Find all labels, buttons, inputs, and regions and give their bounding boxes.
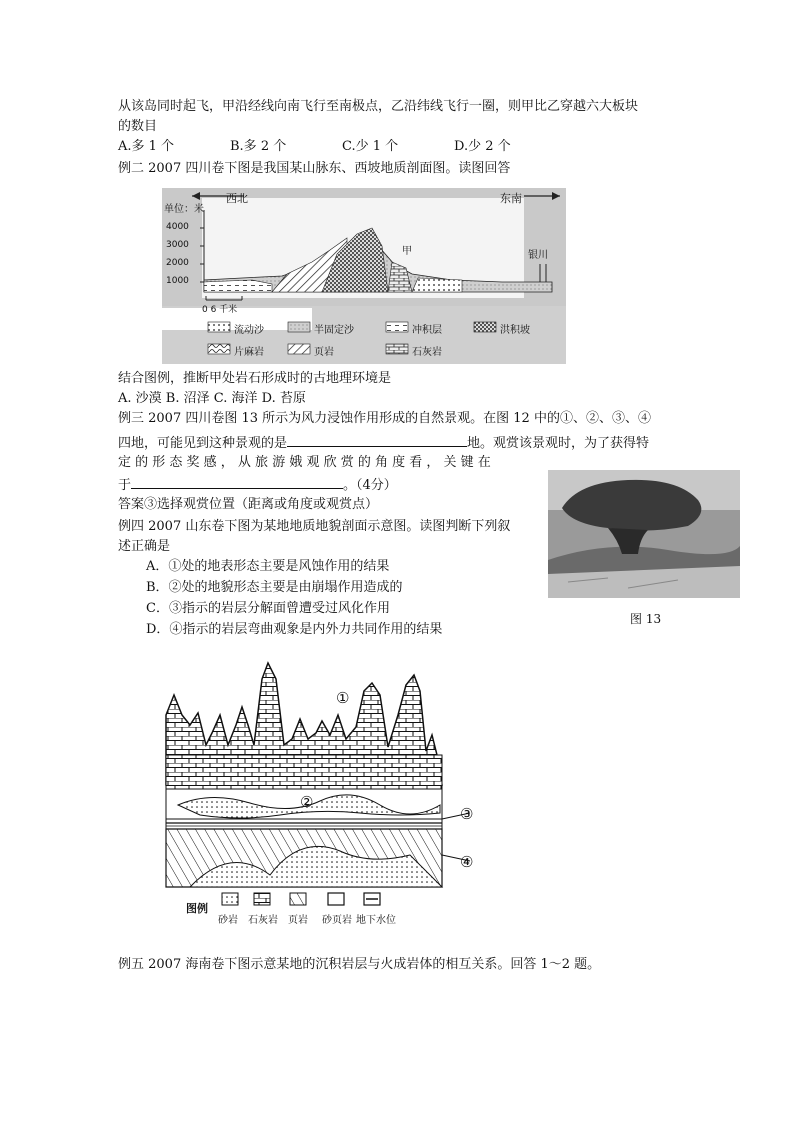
- legend-swatch-dots: [208, 322, 230, 332]
- legend-sandstone: 砂岩: [218, 915, 238, 926]
- q1-option-d: D.少 2 个: [454, 139, 511, 154]
- legend-swatch-sandstone: [222, 893, 238, 905]
- ex3-line4-text-b: 。（4分）: [343, 478, 397, 493]
- dir-left-label: 西北: [226, 192, 248, 205]
- legend-swatch-wave: [208, 344, 230, 354]
- marker-2: ②: [300, 793, 314, 811]
- legend-label-3: 洪积坡: [500, 325, 530, 336]
- legend-swatch-checker: [474, 322, 496, 332]
- marker-3: ③: [460, 805, 474, 823]
- ex3-line4-text-a: 于: [118, 478, 132, 493]
- ex3-blank-1[interactable]: [287, 432, 467, 447]
- legend-label-0: 流动沙: [234, 325, 264, 336]
- legend-label-4: 片麻岩: [234, 347, 264, 358]
- ex3-line2-text-b: 地。观赏该景观时，为了获得特: [467, 436, 650, 451]
- legend-swatch-sandy-shale: [328, 893, 344, 905]
- q1-option-a: A.多 1 个: [118, 139, 175, 154]
- y-tick-2000: 2000: [166, 258, 189, 268]
- q1-stem-line1: 从该岛同时起飞，甲沿经线向南飞行至南极点，乙沿纬线飞行一圈，则甲比乙穿越六大板块: [118, 99, 639, 114]
- legend-swatch-hatch: [288, 344, 310, 354]
- ex4-line1: 例四 2007 山东卷下图为某地地质地貌剖面示意图。读图判断下列叙: [118, 519, 511, 534]
- legend-water-table: 地下水位: [356, 915, 396, 926]
- dir-right-label: 东南: [500, 192, 522, 205]
- unit-label: 单位：米: [164, 204, 204, 215]
- q1-option-c: C.少 1 个: [342, 139, 399, 154]
- marker-4: ④: [460, 853, 474, 871]
- legend-label-2: 冲积层: [412, 325, 442, 336]
- ex4-option-c: C．③指示的岩层分解面曾遭受过风化作用: [146, 601, 390, 616]
- ex3-line1: 例三 2007 四川卷图 13 所示为风力浸蚀作用形成的自然景观。在图 12 中的①、②、③、④: [118, 411, 651, 426]
- legend-swatch-light-dots: [288, 322, 310, 332]
- ex4-option-d: D．④指示的岩层弯曲观象是内外力共同作用的结果: [146, 622, 443, 637]
- ex5-line: 例五 2007 海南卷下图示意某地的沉积岩层与火成岩体的相互关系。回答 1～2 题。: [118, 957, 601, 972]
- q1-option-b: B.多 2 个: [230, 139, 287, 154]
- legend-swatch-brick: [386, 344, 408, 354]
- y-tick-4000: 4000: [166, 222, 189, 232]
- ex4-option-b: B．②处的地貌形态主要是由崩塌作用造成的: [146, 580, 403, 595]
- y-tick-1000: 1000: [166, 276, 189, 286]
- legend-title: 图例: [186, 902, 208, 915]
- ex4-option-a: A．①处的地表形态主要是风蚀作用的结果: [146, 559, 390, 574]
- ex3-line2: [118, 432, 649, 453]
- geologic-profile-figure: [162, 188, 566, 364]
- photo-caption: 图 13: [630, 612, 662, 626]
- q1-stem-line2: 的数目: [118, 119, 158, 134]
- y-tick-3000: 3000: [166, 240, 189, 250]
- ex3-answer: 答案③选择观赏位置（距离或角度或观赏点）: [118, 497, 379, 512]
- legend-shale: 页岩: [288, 915, 308, 926]
- label-jia: 甲: [402, 246, 412, 257]
- legend-swatch-limestone: [254, 893, 270, 905]
- wind-erosion-photo: [548, 470, 740, 598]
- legend-label-5: 页岩: [314, 347, 334, 358]
- legend-swatch-shale: [290, 893, 306, 905]
- ex4-line2: 述正确是: [118, 539, 171, 554]
- legend-label-1: 半固定沙: [314, 325, 354, 336]
- ex3-line2-text-a: 四地，可能见到这种景观的是: [118, 436, 288, 451]
- ex2-title: 例二 2007 四川卷下图是我国某山脉东、西坡地质剖面图。读图回答: [118, 161, 511, 176]
- legend-swatch-dashes: [386, 322, 408, 332]
- ex3-line3: 定 的 形 态 奖 感 ， 从 旅 游 娥 观 欣 赏 的 角 度 看 ， 关 键 在: [118, 455, 491, 470]
- marker-1: ①: [336, 689, 350, 707]
- landform-profile-figure: [150, 655, 490, 935]
- label-city: 银川: [528, 250, 548, 261]
- ex3-blank-2[interactable]: [131, 474, 343, 489]
- legend-label-6: 石灰岩: [412, 347, 442, 358]
- ex2-options: A. 沙漠 B. 沼泽 C. 海洋 D. 苔原: [118, 391, 306, 406]
- ex2-question: 结合图例，推断甲处岩石形成时的古地理环境是: [118, 371, 392, 386]
- legend-limestone: 石灰岩: [248, 915, 278, 926]
- ex3-line4: [118, 474, 397, 495]
- legend-sandy-shale: 砂页岩: [322, 915, 352, 926]
- scale-text: 0 6 千米: [202, 305, 238, 315]
